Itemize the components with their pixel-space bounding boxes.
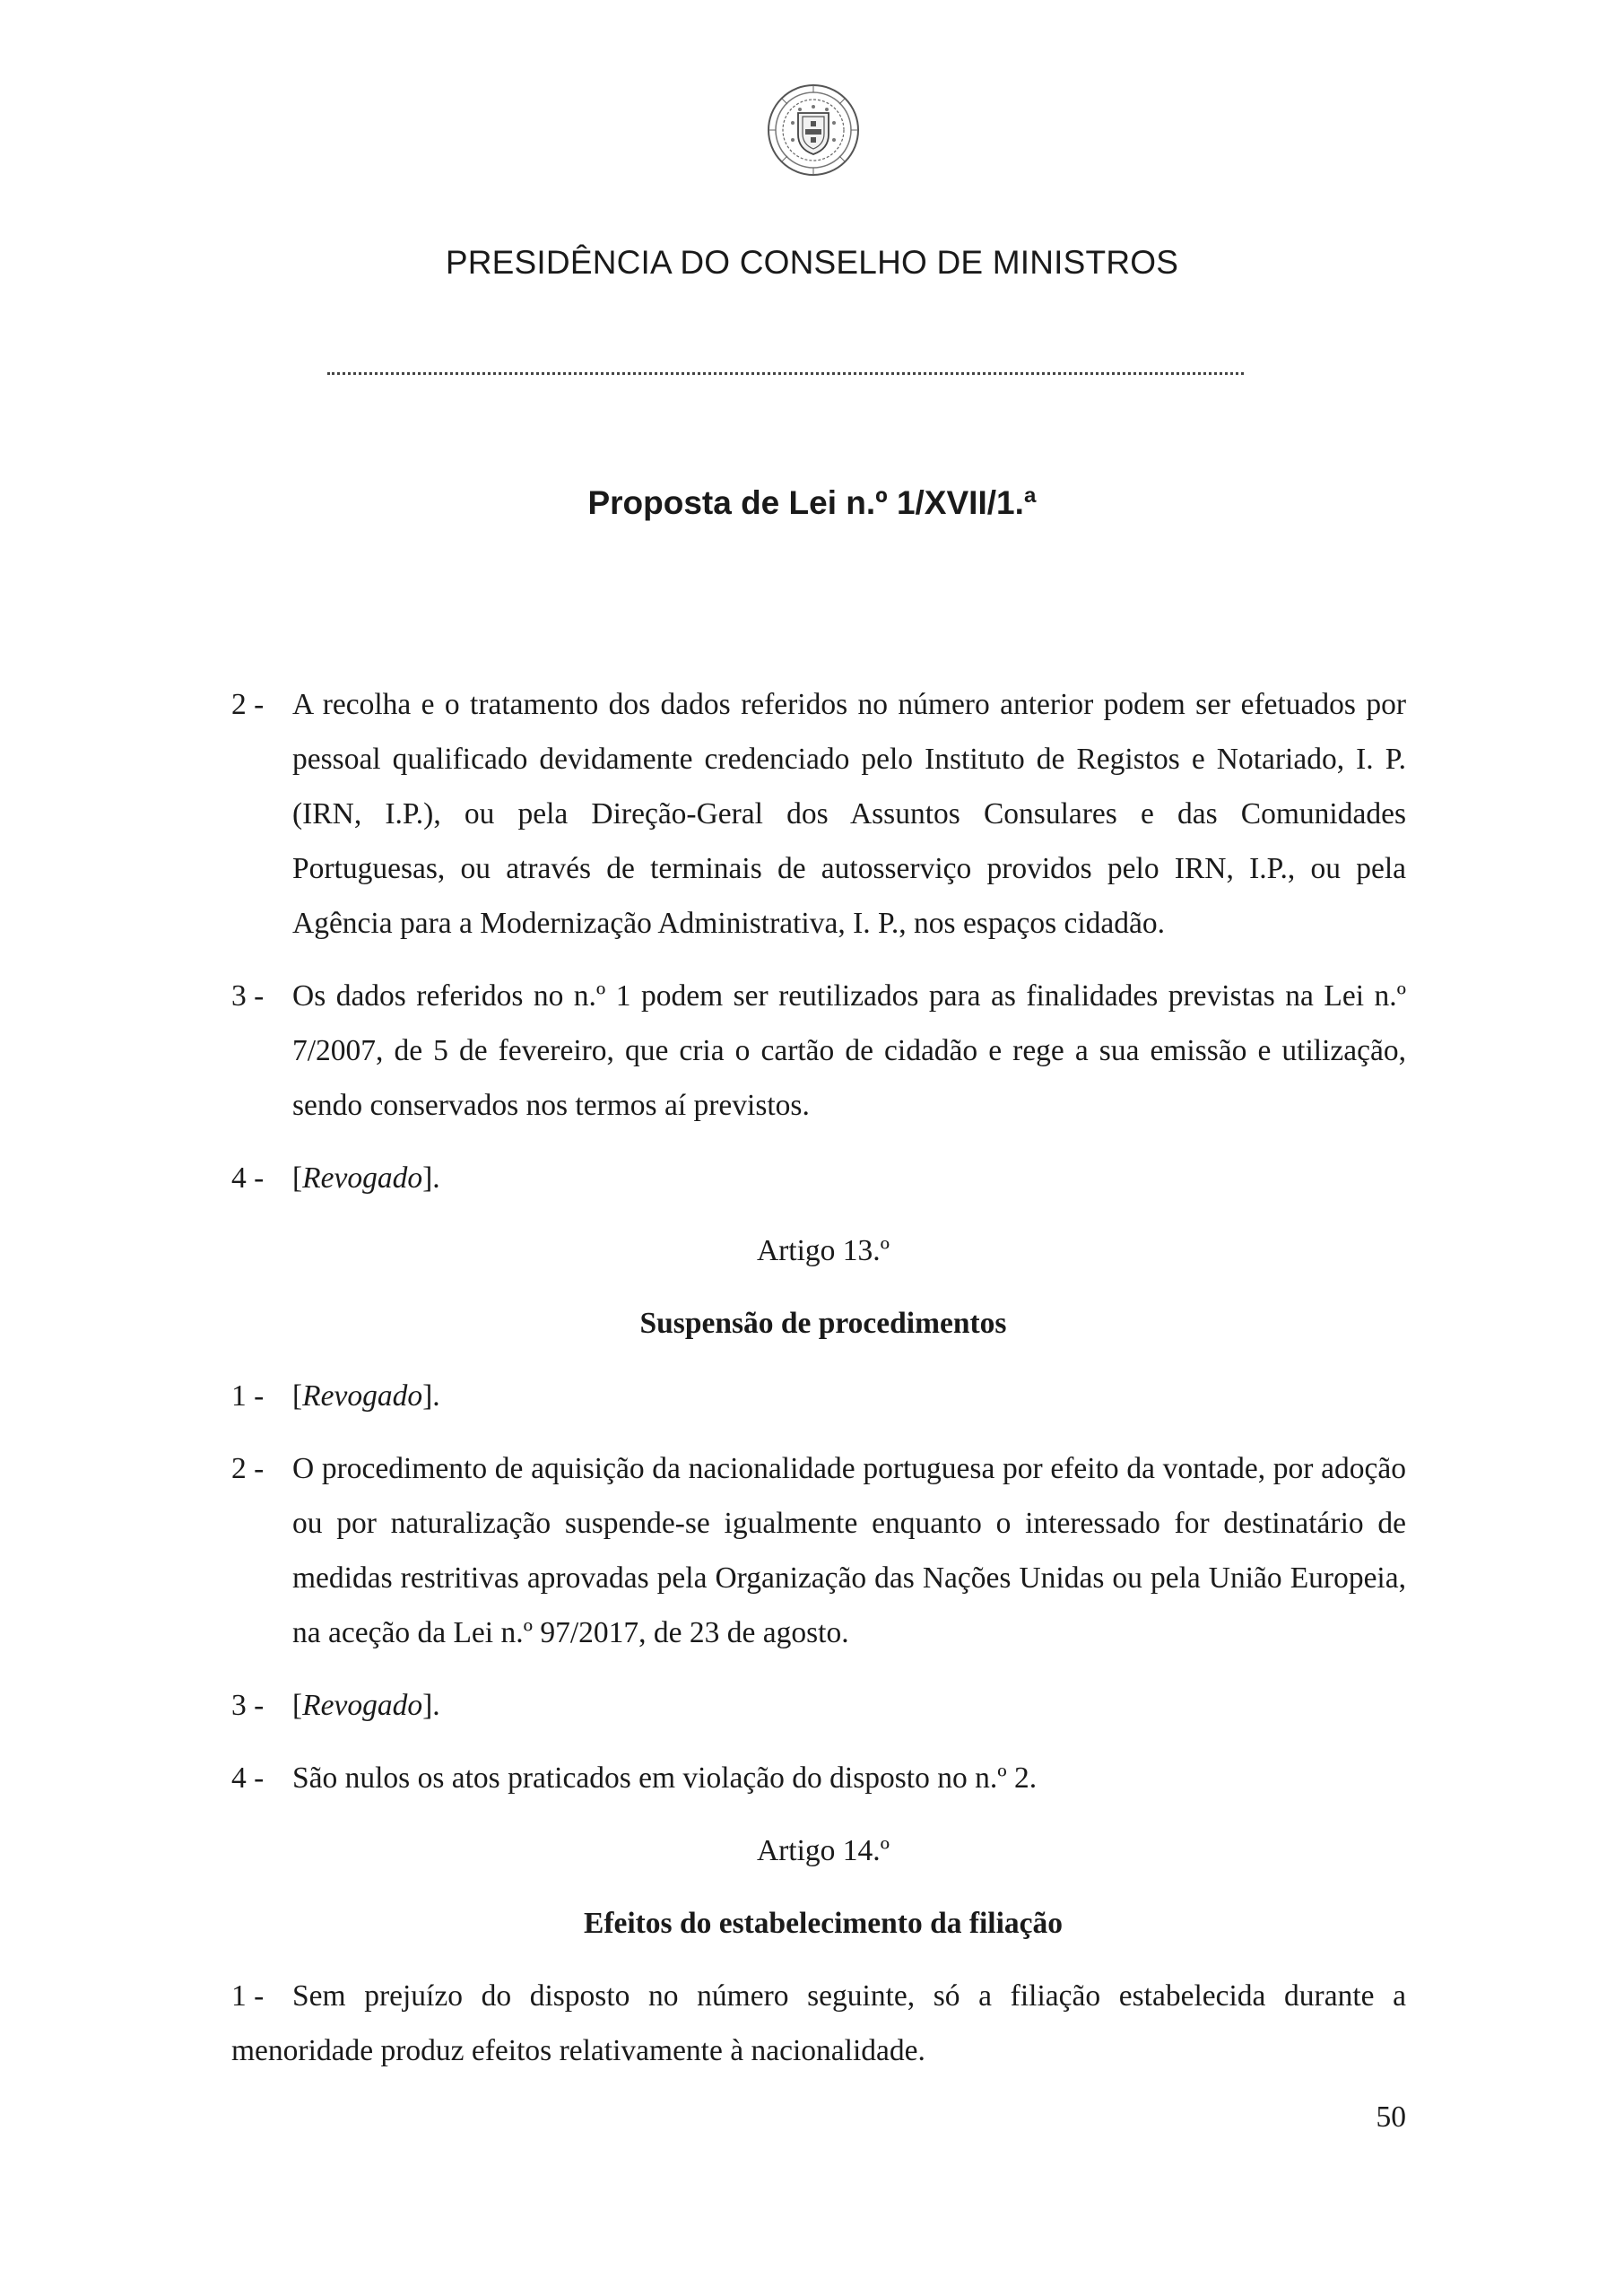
- article-number: Artigo 13.º: [756, 1234, 890, 1267]
- proposal-title: Proposta de Lei n.º 1/XVII/1.ª: [587, 484, 1037, 521]
- item-text: [292, 1369, 1406, 1423]
- list-item: [231, 677, 1406, 951]
- bracket-open: [: [292, 1689, 303, 1722]
- article-title: Suspensão de procedimentos: [639, 1307, 1007, 1340]
- item-number: 4 -: [231, 1161, 265, 1195]
- item-text: A recolha e o tratamento dos dados referidos no número anterior podem ser efetuados por pessoal qualificado devidamente credenciado pelo Instituto de Registos e Notariado, I. P. (IRN, I.P.), ou pela Direção-Geral dos Assuntos Consulares e das Comunidades Portuguesas, ou através de terminais de autosserviço providos pelo IRN, I.P., ou pela Agência para a Modernização Administrativa, I. P., nos espaços cidadão.: [292, 688, 1406, 940]
- item-number: 2 -: [231, 1452, 265, 1485]
- list-item: [231, 1751, 1406, 1805]
- item-text: O procedimento de aquisição da nacionalidade portuguesa por efeito da vontade, por adoção ou por naturalização suspende-se igualmente enquanto o interessado for destinatário de medidas restritivas aprovadas pela Organização das Nações Unidas ou pela União Europeia, na aceção da Lei n.º 97/2017, de 23 de agosto.: [292, 1452, 1406, 1649]
- item-number: 4 -: [231, 1761, 265, 1795]
- item-text: Os dados referidos no n.º 1 podem ser reutilizados para as finalidades previstas na Lei n.º 7/2007, de 5 de fevereiro, que cria o cartão de cidadão e rege a sua emissão e utilização, sendo conservados nos termos aí previstos.: [292, 979, 1406, 1122]
- list-item: [231, 1441, 1406, 1660]
- item-number: 1 -: [231, 1979, 265, 2013]
- revoked-text: Revogado: [302, 1161, 423, 1195]
- bracket-close: ].: [422, 1689, 440, 1722]
- list-item: [231, 1969, 1406, 2023]
- bracket-close: ].: [422, 1161, 440, 1195]
- item-text: Sem prejuízo do disposto no número seguinte, só a filiação estabelecida durante a: [292, 1979, 1406, 2013]
- item-number: 3 -: [231, 1689, 265, 1722]
- list-item: [231, 969, 1406, 1133]
- bracket-open: [: [292, 1161, 303, 1195]
- item-text: [292, 1151, 1406, 1205]
- revoked-text: Revogado: [302, 1379, 423, 1413]
- article-title: Efeitos do estabelecimento da filiação: [583, 1907, 1064, 1940]
- ministry-heading: PRESIDÊNCIA DO CONSELHO DE MINISTROS: [445, 244, 1179, 281]
- item-text: São nulos os atos praticados em violação do disposto no n.º 2.: [292, 1761, 1038, 1795]
- list-item: [231, 1678, 1406, 1733]
- list-item: [231, 1151, 1406, 1205]
- item-text: [292, 1678, 1406, 1733]
- list-item: [231, 1369, 1406, 1423]
- portuguese-coat-of-arms-icon: [766, 83, 861, 178]
- document-body: [231, 677, 1406, 2078]
- item-number: 2 -: [231, 688, 265, 721]
- dotted-divider: [327, 354, 1244, 375]
- article-number: Artigo 14.º: [756, 1834, 890, 1867]
- item-number: 1 -: [231, 1379, 265, 1413]
- page-number: 50: [1376, 2100, 1406, 2134]
- item-continuation: menoridade produz efeitos relativamente à nacionalidade.: [231, 2034, 925, 2067]
- bracket-open: [: [292, 1379, 303, 1413]
- revoked-text: Revogado: [302, 1689, 423, 1722]
- bracket-close: ].: [422, 1379, 440, 1413]
- item-number: 3 -: [231, 979, 265, 1013]
